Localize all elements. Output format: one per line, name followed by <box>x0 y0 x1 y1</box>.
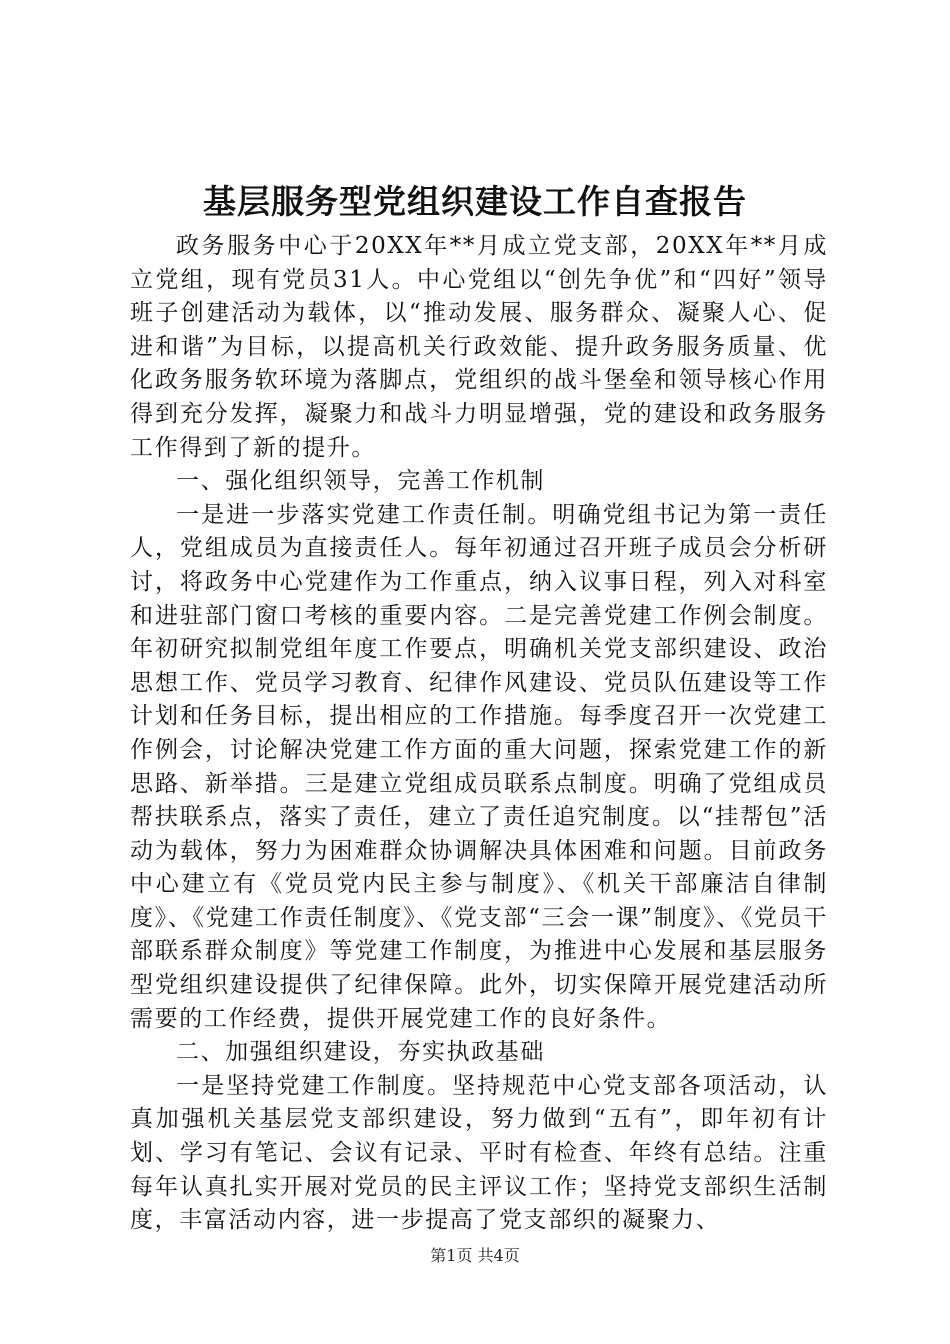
document-title: 基层服务型党组织建设工作自查报告 <box>203 182 747 221</box>
section-heading-1: 一、强化组织领导，完善工作机制 <box>176 468 545 495</box>
section-2-paragraph: 一是坚持党建工作制度。坚持规范中心党支部各项活动，认真加强机关基层党支部织建设，努力做到“五有”，即年初有计划、学习有笔记、会议有记录、平时有检查、年终有总结。注重每年认真扎实开展对党员的民主评议工作；坚持党支部织生活制度，丰富活动内容，进一步提高了党支部织的凝聚力、 <box>130 1072 828 1234</box>
section-heading-2: 二、加强组织建设，夯实执政基础 <box>176 1039 545 1066</box>
intro-paragraph: 政务服务中心于20XX年**月成立党支部，20XX年**月成立党组，现有党员31人。中心党组以“创先争优”和“四好”领导班子创建活动为载体，以“推动发展、服务群众、凝聚人心、促进和谐”为目标，以提高机关行政效能、提升政务服务质量、优化政务服务软环境为落脚点，党组织的战斗堡垒和领导核心作用得到充分发挥，凝聚力和战斗力明显增强，党的建设和政务服务工作得到了新的提升。 <box>130 233 828 461</box>
section-1-paragraph: 一是进一步落实党建工作责任制。明确党组书记为第一责任人，党组成员为直接责任人。每年初通过召开班子成员会分析研讨，将政务中心党建作为工作重点，纳入议事日程，列入对科室和进驻部门窗口考核的重要内容。二是完善党建工作例会制度。年初研究拟制党组年度工作要点，明确机关党支部织建设、政治思想工作、党员学习教育、纪律作风建设、党员队伍建设等工作计划和任务目标，提出相应的工作措施。每季度召开一次党建工作例会，讨论解决党建工作方面的重大问题，探索党建工作的新思路、新举措。三是建立党组成员联系点制度。明确了党组成员帮扶联系点，落实了责任，建立了责任追究制度。以“挂帮包”活动为载体，努力为困难群众协调解决具体困难和问题。目前政务中心建立有《党员党内民主参与制度》、《机关干部廉洁自律制度》、《党建工作责任制度》、《党支部“三会一课”制度》、《党员干部联系群众制度》等党建工作制度，为推进中心发展和基层服务型党组织建设提供了纪律保障。此外，切实保障开展党建活动所需要的工作经费，提供开展党建工作的良好条件。 <box>130 501 828 1032</box>
document-body <box>130 230 828 1234</box>
page-footer: 第1页 共4页 <box>430 1246 520 1265</box>
